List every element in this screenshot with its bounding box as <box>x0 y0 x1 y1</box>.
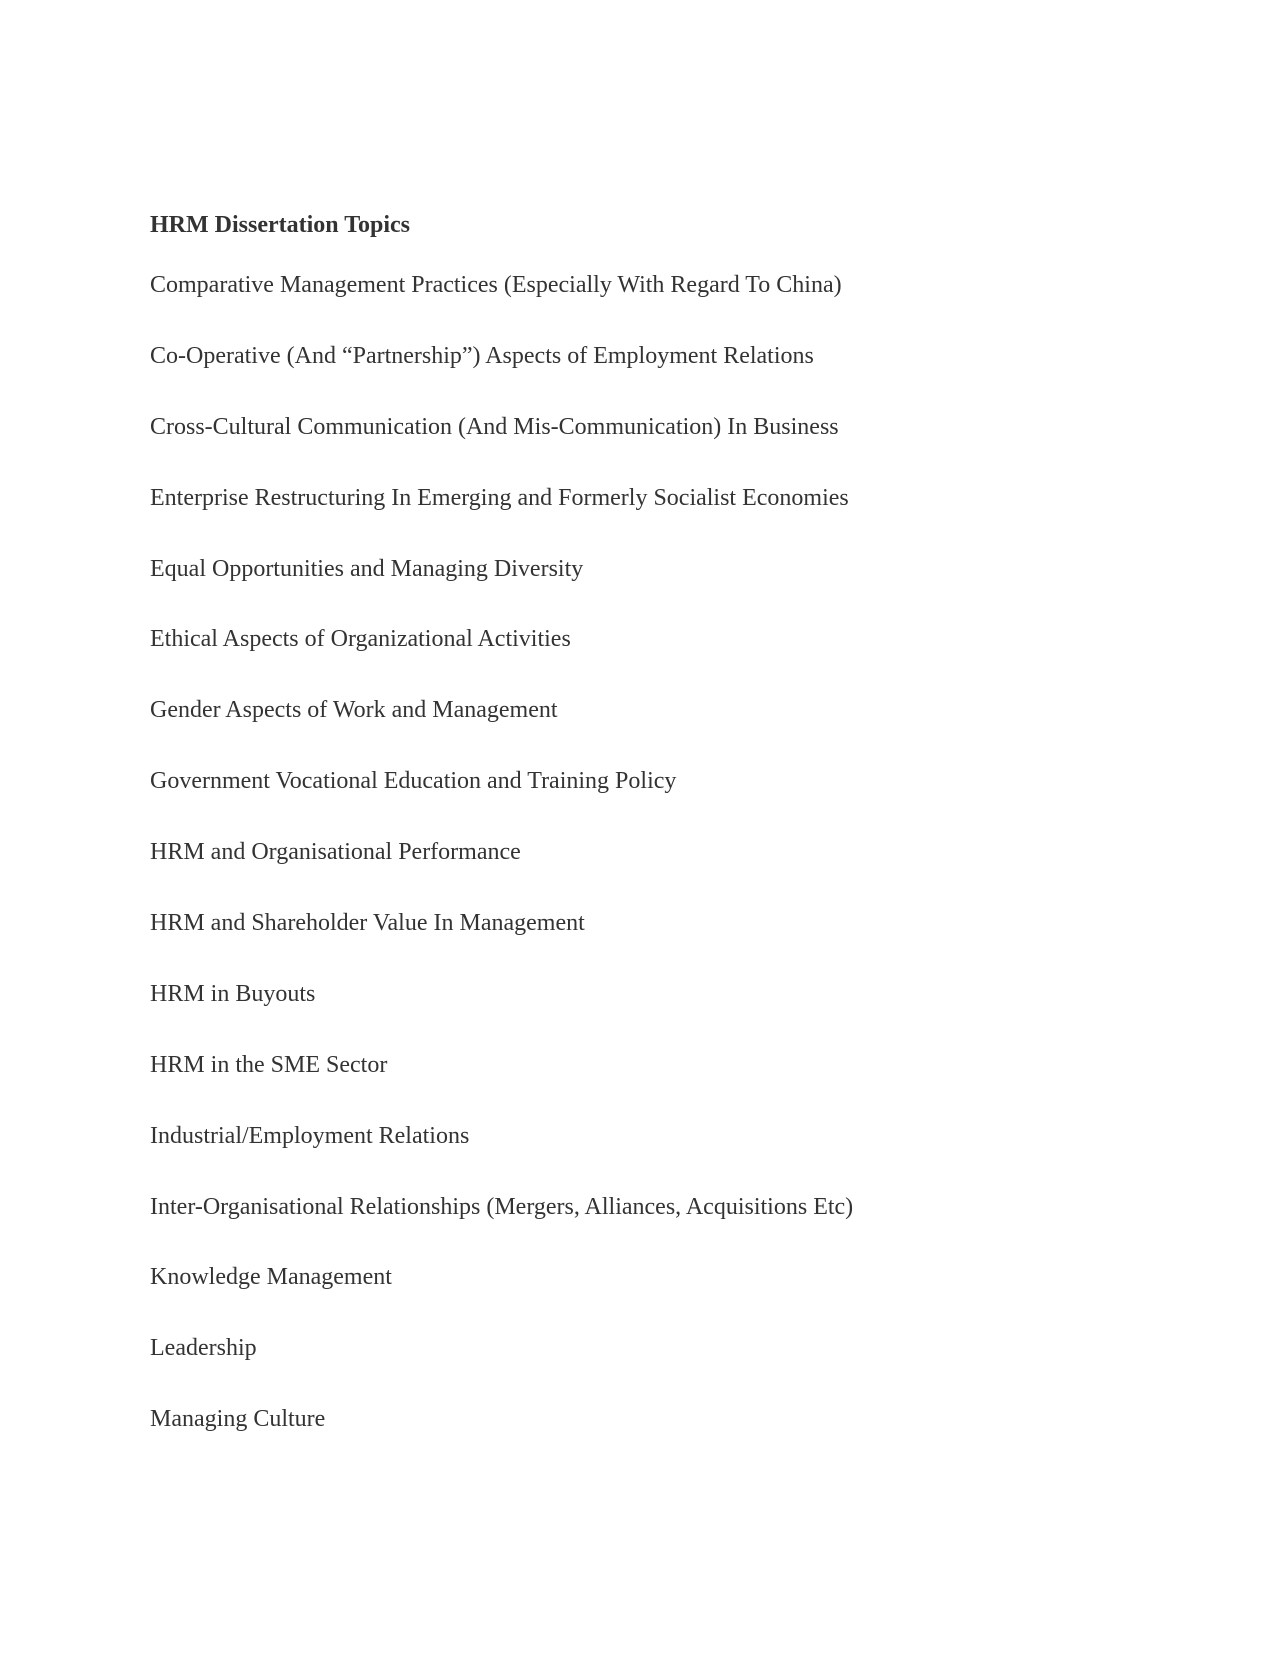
topic-item: Industrial/Employment Relations <box>150 1122 470 1149</box>
topic-item: Managing Culture <box>150 1406 326 1433</box>
document-title: HRM Dissertation Topics <box>150 212 411 238</box>
topic-item: HRM in the SME Sector <box>150 1051 388 1078</box>
topic-item: Inter-Organisational Relationships (Mergers, Alliances, Acquisitions Etc) <box>150 1193 854 1220</box>
topic-item: HRM and Organisational Performance <box>150 839 521 866</box>
topic-item: Co-Operative (And “Partnership”) Aspects of Employment Relations <box>150 342 814 369</box>
topic-item: Knowledge Management <box>150 1264 392 1291</box>
topic-item: Cross-Cultural Communication (And Mis-Communication) In Business <box>150 413 839 440</box>
topic-item: Ethical Aspects of Organizational Activities <box>150 626 571 653</box>
topic-item: Government Vocational Education and Training Policy <box>150 768 677 795</box>
document-content <box>150 209 1150 1433</box>
topic-list <box>150 269 853 1474</box>
topic-item: Enterprise Restructuring In Emerging and Formerly Socialist Economies <box>150 484 849 511</box>
topic-item: Leadership <box>150 1335 257 1362</box>
topic-item: HRM in Buyouts <box>150 980 316 1007</box>
topic-item: Comparative Management Practices (Especially With Regard To China) <box>150 272 842 298</box>
topic-item: Gender Aspects of Work and Management <box>150 697 558 724</box>
topic-item: Equal Opportunities and Managing Diversity <box>150 555 584 582</box>
topic-item: HRM and Shareholder Value In Management <box>150 910 585 937</box>
